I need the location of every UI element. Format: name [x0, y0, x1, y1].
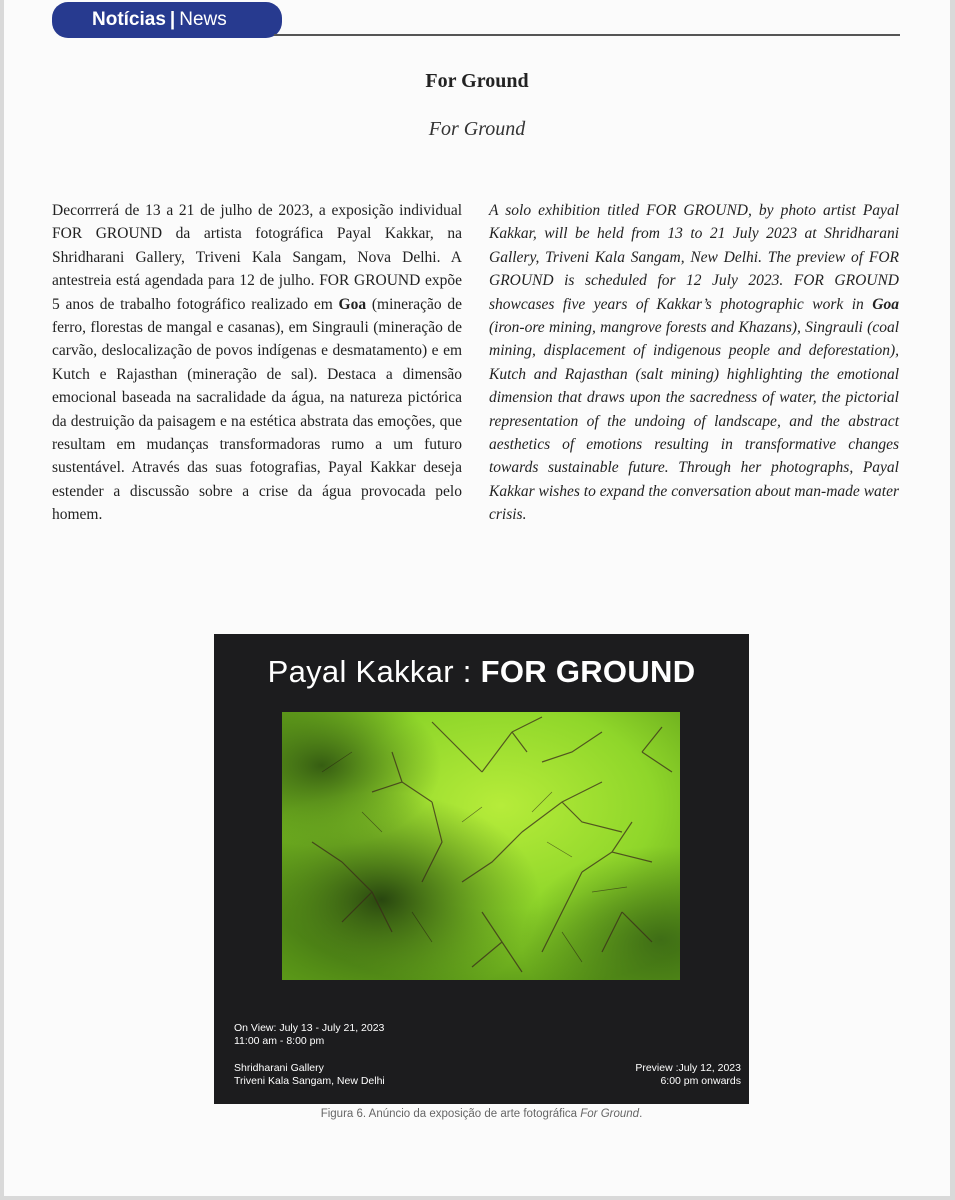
- article-text-portuguese: [52, 199, 462, 527]
- poster-artist: Payal Kakkar :: [267, 654, 481, 689]
- en-text-part-1: A solo exhibition titled FOR GROUND, by photo artist Payal Kakkar, will be held from 13 to 21 July 2023 at Shridharani Gallery, Triveni Kala Sangam, New Delhi. The preview of FOR GROUND is scheduled for 12 July 2023. FOR GROUND showcases five years of Kakkar’s photographic work in: [489, 202, 899, 313]
- caption-italic: For Ground: [580, 1108, 640, 1120]
- en-text-bold: Goa: [872, 295, 899, 313]
- poster-venue: Triveni Kala Sangam, New Delhi: [234, 1075, 385, 1087]
- poster-dates: On View: July 13 - July 21, 2023: [234, 1022, 385, 1034]
- caption-suffix: .: [639, 1108, 643, 1120]
- section-tag-separator: |: [169, 9, 176, 30]
- poster-preview-date: Preview :July 12, 2023: [635, 1062, 741, 1074]
- en-text-part-2: (iron-ore mining, mangrove forests and Khazans), Singrauli (coal mining, displacement of indigenous people and deforestation), Kutch and Rajasthan (salt mining) highlighting the emotional dimension that draws upon the sacredness of water, the pictorial representation of the undoing of landscape, and the abstract aesthetics of emotions resulting in transformative changes towards sustainable future. Through her photographs, Payal Kakkar wishes to expand the conversation about man-made water crisis.: [489, 319, 899, 524]
- header-rule: [274, 34, 900, 36]
- section-tag-primary: Notícias: [92, 9, 166, 30]
- aerial-forest-image: [282, 712, 680, 980]
- exhibition-poster: [214, 634, 749, 1104]
- poster-on-view: [234, 1022, 384, 1048]
- pt-text-bold: Goa: [338, 295, 367, 313]
- pt-text-part-2: (mineração de ferro, florestas de mangal e casanas), em Singrauli (mineração de carvão, deslocalização de povos indígenas e desmatamento) e em Kutch e Rajasthan (mineração de sal). Destaca a dimensão emocional baseada na sacralidade da água, na natureza pictórica da destruição da paisagem e na estética abstrata das emoções, que resultam em mudanças transformadoras rumo a um futuro sustentável. Através das suas fotografias, Payal Kakkar deseja estender a discussão sobre a crise da água provocada pelo homem.: [52, 295, 462, 524]
- poster-hours: 11:00 am - 8:00 pm: [234, 1035, 325, 1047]
- poster-exhibition-name: FOR GROUND: [480, 654, 696, 689]
- poster-title: [214, 654, 749, 690]
- article-title: For Ground: [425, 70, 529, 92]
- figure-caption: [214, 1108, 749, 1120]
- poster-location: [234, 1062, 385, 1088]
- aerial-forest-photo: [282, 712, 680, 980]
- poster-preview-time: 6:00 pm onwards: [660, 1075, 741, 1087]
- section-tag: [52, 2, 282, 38]
- poster-preview: [635, 1062, 741, 1088]
- document-page: [4, 0, 950, 1196]
- poster-gallery: Shridharani Gallery: [234, 1062, 324, 1074]
- section-tag-secondary: News: [179, 9, 227, 30]
- caption-prefix: Figura 6. Anúncio da exposição de arte fotográfica: [320, 1108, 581, 1120]
- article-text-english: [489, 199, 899, 527]
- article-subtitle: For Ground: [428, 118, 526, 140]
- pt-text-part-1: Decorrrerá de 13 a 21 de julho de 2023, a exposição individual FOR GROUND da artista fotográfica Payal Kakkar, na Shridharani Gallery, Triveni Kala Sangam, Nova Delhi. A antestreia está agendada para 12 de julho. FOR GROUND expõe 5 anos de trabalho fotográfico realizado em: [52, 202, 462, 313]
